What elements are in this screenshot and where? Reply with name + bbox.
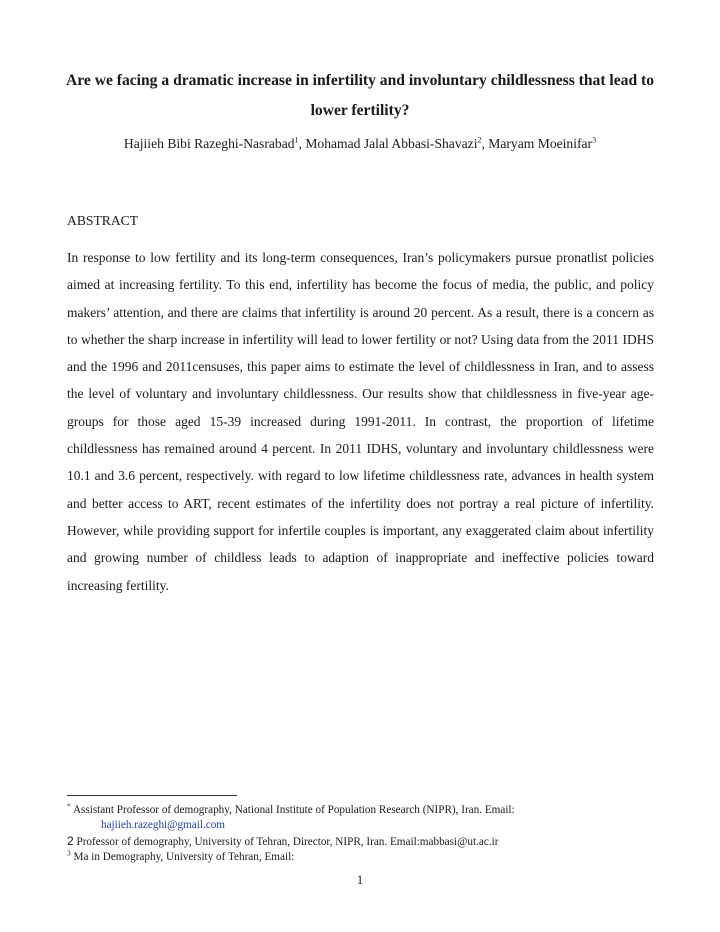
author-affiliation-mark: 3: [592, 135, 597, 145]
footnote-mark: *: [67, 801, 71, 811]
author-name: Maryam Moeinifar: [488, 136, 593, 151]
abstract-text: In response to low fertility and its long-term consequences, Iran’s policymakers pursue pronatlist policies aimed at increasing fertility. To this end, infertility has become the focus of media, the public, and policy makers’ attention, and there are claims that infertility is around 20 percent. As a result, there is a concern as to whether the sharp increase in infertility will lead to lower fertility or not? Using data from the 2011 IDHS and the 1996 and 2011censuses, this paper aims to estimate the level of childlessness in Iran, and to assess the level of voluntary and involuntary childlessness. Our results show that childlessness in five-year age-groups for those aged 15-39 increased during 1991-2011. In contrast, the proportion of lifetime childlessness has remained around 4 percent. In 2011 IDHS, voluntary and involuntary childlessness were 10.1 and 3.6 percent, respectively. with regard to low lifetime childlessness rate, advances in health system and better access to ART, recent estimates of the infertility does not portray a real picture of infertility. However, while providing support for infertile couples is important, any exaggerated claim about infertility and growing number of childless leads to adaption of inappropriate and ineffective policies toward increasing fertility.: [67, 250, 654, 593]
author-affiliation-mark: 1: [294, 135, 299, 145]
page-number: 1: [356, 873, 364, 887]
author-name: Hajiieh Bibi Razeghi-Nasrabad: [123, 136, 295, 151]
footnote: [67, 803, 667, 834]
footnote-divider: [67, 795, 237, 796]
footnote-text: Ma in Demography, University of Tehran, Email:: [73, 850, 295, 863]
author-list: [40, 135, 680, 153]
author-affiliation-mark: 2: [477, 135, 482, 145]
author-separator: ,: [298, 136, 306, 151]
footnote-mark: 3: [67, 848, 71, 858]
footnote-text: Professor of demography, University of Tehran, Director, NIPR, Iran. Email:mabbasi@ut.ac.ir: [76, 835, 499, 848]
footnote: [67, 850, 667, 865]
footnote-text: Assistant Professor of demography, National Institute of Population Research (NIPR), Iran. Email:: [72, 804, 515, 816]
abstract-heading: ABSTRACT: [67, 213, 139, 228]
footnote-mark: 2: [67, 833, 74, 848]
footnote: [67, 834, 667, 850]
author-separator: ,: [481, 136, 489, 151]
footnotes: [67, 803, 667, 865]
author-name: Mohamad Jalal Abbasi-Shavazi: [305, 136, 478, 151]
author-email-link[interactable]: hajiieh.razeghi@gmail.com: [101, 819, 225, 832]
paper-title: Are we facing a dramatic increase in infertility and involuntary childlessness that lead to lower fertility?: [65, 72, 655, 119]
